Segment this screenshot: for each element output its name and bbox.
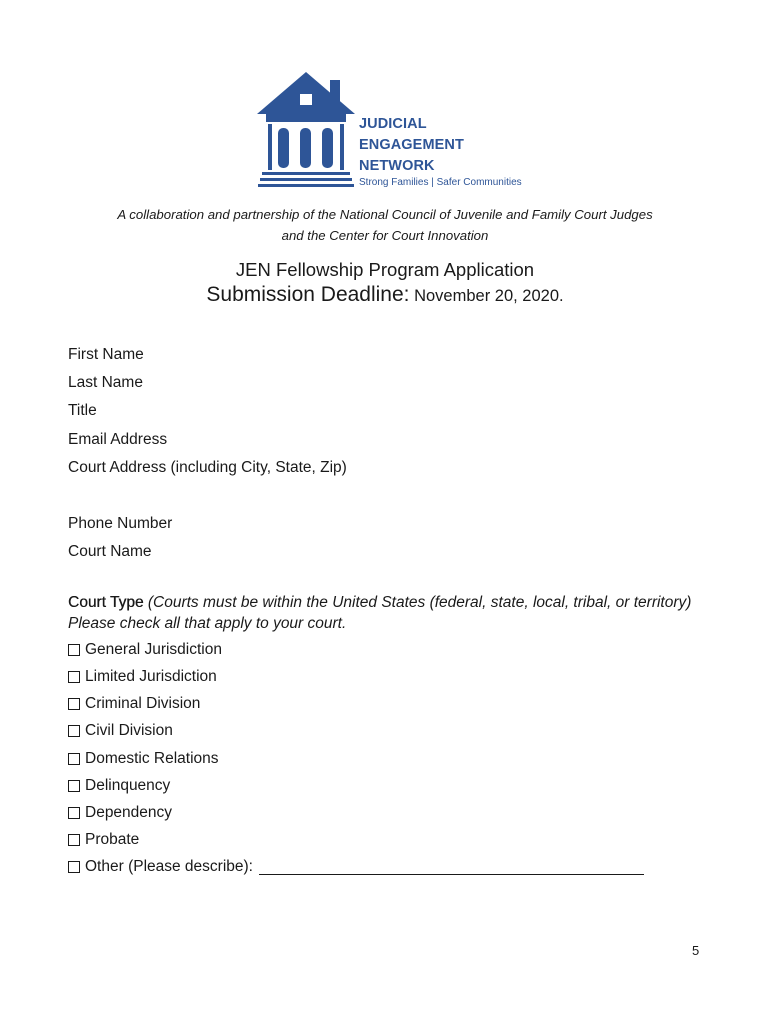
email-field[interactable]: Email Address: [68, 431, 168, 448]
checkbox[interactable]: [68, 834, 80, 846]
option-probate[interactable]: [68, 831, 139, 849]
page-number: 5: [692, 943, 700, 958]
checkbox[interactable]: [68, 725, 80, 737]
logo-line-1: JUDICIAL: [359, 116, 427, 132]
logo-tagline: Strong Families | Safer Communities: [359, 177, 522, 188]
collaboration-line-2: and the Center for Court Innovation: [281, 227, 489, 243]
deadline-date: November 20, 2020.: [409, 287, 564, 305]
collaboration-statement: [40, 205, 730, 246]
court-type-label: Court Type: [68, 594, 144, 611]
option-delinquency[interactable]: [68, 777, 170, 795]
court-type-note: (Courts must be within the United States (federal, state, local, tribal, or territory) Please check all that apply to your court.: [68, 594, 692, 632]
option-label: Limited Jurisdiction: [85, 668, 217, 685]
checkbox[interactable]: [68, 861, 80, 873]
other-description-line[interactable]: [259, 859, 644, 875]
logo-line-3: NETWORK: [359, 158, 435, 174]
collaboration-line-1: A collaboration and partnership of the National Council of Juvenile and Family Court Judges: [117, 207, 653, 222]
last-name-field[interactable]: Last Name: [68, 374, 143, 391]
title-field[interactable]: Title: [68, 402, 97, 419]
submission-deadline: [0, 283, 770, 307]
option-other[interactable]: [68, 858, 644, 876]
checkbox[interactable]: [68, 698, 80, 710]
logo-line-2: ENGAGEMENT: [359, 137, 464, 153]
option-label: Other (Please describe):: [85, 858, 253, 875]
option-dependency[interactable]: [68, 804, 172, 822]
phone-number-field[interactable]: Phone Number: [68, 515, 173, 532]
checkbox[interactable]: [68, 644, 80, 656]
option-civil-division[interactable]: [68, 722, 173, 740]
option-general-jurisdiction[interactable]: [68, 641, 222, 659]
option-label: Civil Division: [85, 722, 173, 739]
checkbox[interactable]: [68, 780, 80, 792]
deadline-label: Submission Deadline:: [206, 283, 410, 306]
option-limited-jurisdiction[interactable]: [68, 668, 217, 686]
organization-logo: [256, 68, 526, 193]
option-label: Delinquency: [85, 777, 171, 794]
first-name-field[interactable]: First Name: [68, 346, 144, 363]
checkbox[interactable]: [68, 807, 80, 819]
option-label: Criminal Division: [85, 695, 201, 712]
option-label: Dependency: [85, 804, 173, 821]
checkbox[interactable]: [68, 753, 80, 765]
court-address-field[interactable]: Court Address (including City, State, Zip): [68, 459, 347, 476]
logo-wordmark: [359, 114, 464, 177]
checkbox[interactable]: [68, 671, 80, 683]
option-criminal-division[interactable]: [68, 695, 200, 713]
page-title: JEN Fellowship Program Application: [235, 259, 535, 280]
court-type-section: [68, 592, 708, 634]
option-label: General Jurisdiction: [85, 641, 222, 658]
option-domestic-relations[interactable]: [68, 750, 219, 768]
option-label: Domestic Relations: [85, 750, 219, 767]
court-name-field[interactable]: Court Name: [68, 543, 152, 560]
option-label: Probate: [85, 831, 140, 848]
courthouse-icon: [256, 68, 356, 190]
